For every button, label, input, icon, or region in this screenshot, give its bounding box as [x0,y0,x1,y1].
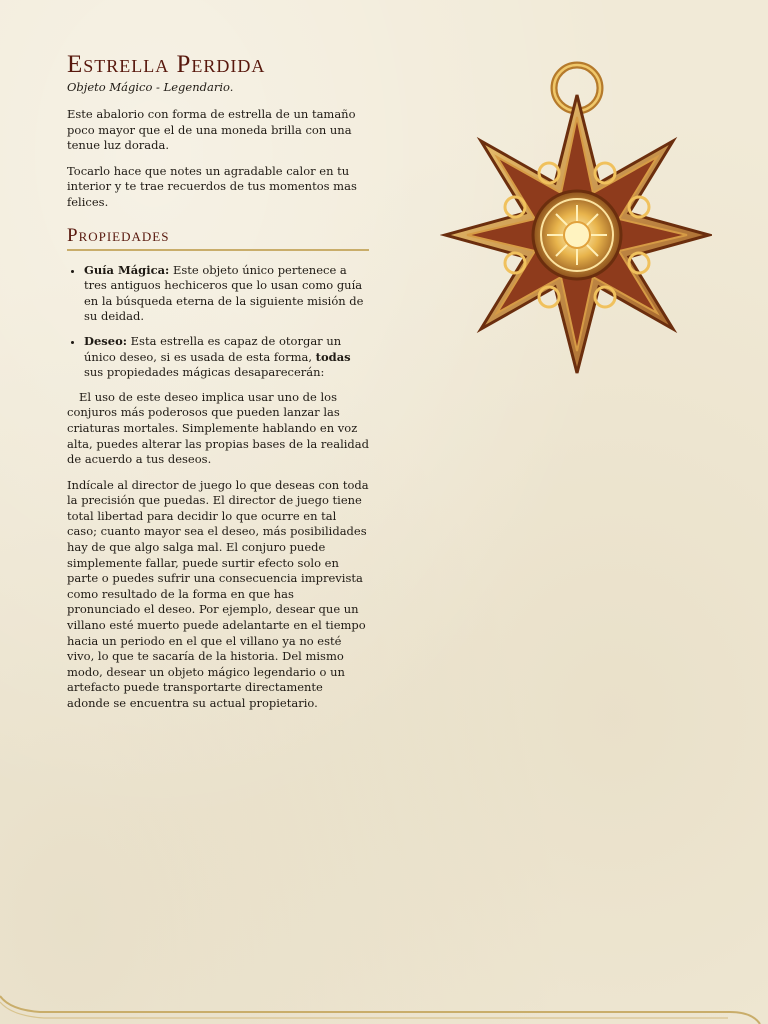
property-name: Guía Mágica: [84,262,170,277]
property-deseo [84,334,369,381]
property-emphasis: todas [315,349,351,364]
property-text: Este objeto único pertenece a tres antiguos hechiceros que lo usan como guía en la búsqueda eterna de la siguiente misión de su deidad. [84,262,364,324]
property-name: Deseo: [84,333,127,348]
item-title: Estrella Perdida [67,51,266,78]
intro-paragraph-2: Tocarlo hace que notes un agradable calor en tu interior y te trae recuerdos de tus momentos mas felices. [67,163,357,209]
property-text: sus propiedades mágicas desaparecerán: [84,365,325,380]
text-column [67,50,369,722]
intro-paragraph-1: Este abalorio con forma de estrella de un tamaño poco mayor que el de una moneda brilla con una tenue luz dorada. [67,107,356,153]
property-guia-magica [84,263,369,325]
property-text: Esta estrella es capaz de otorgar un único deseo, si es usada de esta forma, [84,333,342,364]
item-subtitle: Objeto Mágico - Legendario. [67,80,234,94]
page-footer-ornament [0,990,768,1024]
properties-heading: Propiedades [67,225,369,251]
body-paragraph-2: Indícale al director de juego lo que deseas con toda la precisión que puedas. El director de juego tiene total libertad para decidir lo que ocurre en tal caso; cuanto mayor sea el deseo, más posibilidades hay de que algo salga mal. El conjuro puede simplemente fallar, puede surtir efecto solo en parte o puedes sufrir una consecuencia imprevista como resultado de la forma en que has pronunciado el deseo. Por ejemplo, desear que un villano esté muerto puede adelantarte en el tiempo hacia un periodo en el que el villano ya no esté vivo, lo que te sacaría de la historia. Del mismo modo, desear un objeto mágico legendario o un artefacto puede transportarte directamente adonde se encuentra su actual propietario. [67,477,369,710]
body-paragraph-1: El uso de este deseo implica usar uno de los conjuros más poderosos que pueden lanzar las criaturas mortales. Simplemente hablando en voz alta, puedes alterar las propias bases de la realidad de acuerdo a tus deseos. [67,389,370,467]
star-pendant-icon [440,60,712,375]
properties-list [67,263,369,381]
